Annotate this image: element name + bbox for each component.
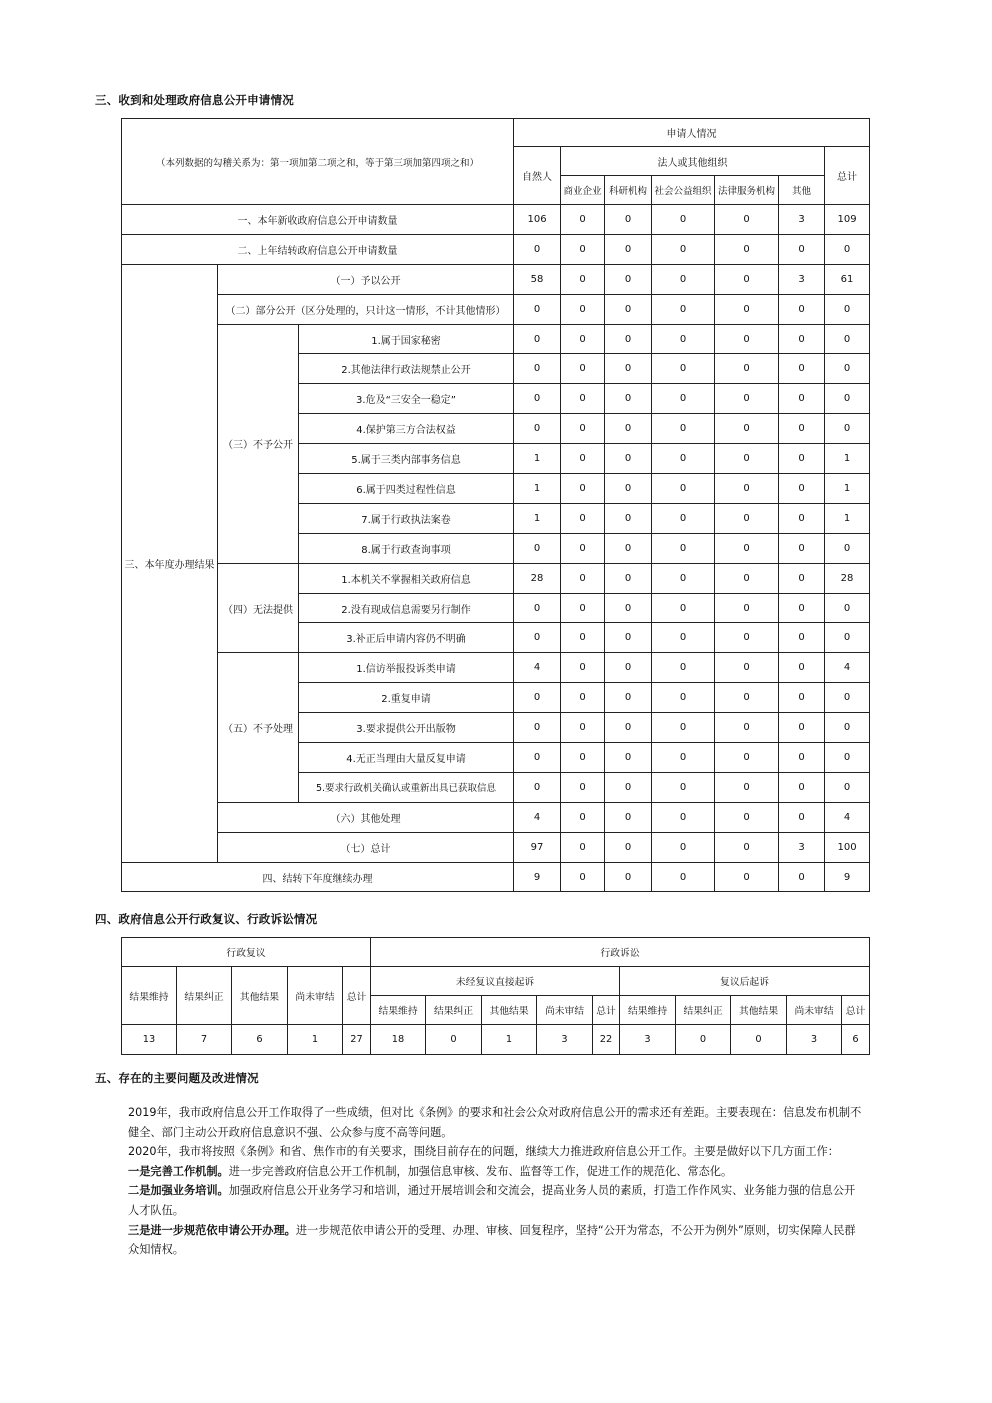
cell: 4 <box>825 653 870 683</box>
cell: 0 <box>715 772 779 802</box>
cell: 3 <box>787 1025 842 1055</box>
cell: 0 <box>715 623 779 653</box>
row-label: 8.属于行政查询事项 <box>299 533 514 563</box>
cell: 0 <box>715 713 779 743</box>
litigation-header: 行政诉讼 <box>371 938 870 967</box>
after-sub-header: 结果纠正 <box>676 996 731 1025</box>
table-row <box>122 324 870 354</box>
direct-sub-header: 其他结果 <box>482 996 537 1025</box>
cell: 0 <box>561 683 605 713</box>
cell: 0 <box>715 205 779 235</box>
review-litigation-table <box>121 937 870 1055</box>
cell: 0 <box>514 234 561 264</box>
cell: 0 <box>561 354 605 384</box>
row-label: 2.其他法律行政法规禁止公开 <box>299 354 514 384</box>
cell: 0 <box>652 474 715 504</box>
cell: 0 <box>779 593 825 623</box>
cell: 0 <box>715 354 779 384</box>
cell: 27 <box>343 1025 371 1055</box>
cell: 0 <box>731 1025 787 1055</box>
cell: 3 <box>779 205 825 235</box>
cell: 0 <box>715 743 779 773</box>
col-nonprofit: 社会公益组织 <box>652 176 715 205</box>
row-label: （六）其他处理 <box>218 802 514 832</box>
cell: 3 <box>620 1025 676 1055</box>
table-row <box>122 653 870 683</box>
direct-sub-header: 结果维持 <box>371 996 426 1025</box>
cell: 0 <box>652 384 715 414</box>
table-note: （本列数据的勾稽关系为：第一项加第二项之和，等于第三项加第四项之和） <box>122 119 514 205</box>
cell: 0 <box>605 713 652 743</box>
cell: 0 <box>561 623 605 653</box>
cell: 0 <box>561 234 605 264</box>
row-label: 1.本机关不掌握相关政府信息 <box>299 563 514 593</box>
cell: 0 <box>779 474 825 504</box>
row-label: 2.没有现成信息需要另行制作 <box>299 593 514 623</box>
paragraph <box>128 1162 866 1182</box>
cell: 0 <box>514 713 561 743</box>
total-header: 总计 <box>825 147 870 205</box>
cell: 0 <box>561 593 605 623</box>
paragraph-lead: 一是完善工作机制。 <box>128 1164 229 1178</box>
cell: 1 <box>482 1025 537 1055</box>
cell: 0 <box>514 623 561 653</box>
cell: 0 <box>825 384 870 414</box>
col-research: 科研机构 <box>605 176 652 205</box>
cell: 0 <box>605 324 652 354</box>
cell: 1 <box>825 503 870 533</box>
cell: 0 <box>779 354 825 384</box>
cell: 0 <box>652 533 715 563</box>
cell: 0 <box>715 533 779 563</box>
cell: 0 <box>561 713 605 743</box>
after-sub-header: 其他结果 <box>731 996 787 1025</box>
cell: 0 <box>561 533 605 563</box>
table-row <box>122 205 870 235</box>
cell: 0 <box>779 862 825 892</box>
cell: 1 <box>825 474 870 504</box>
row-label: 4.保护第三方合法权益 <box>299 414 514 444</box>
cell: 0 <box>561 324 605 354</box>
review-sub-header: 结果维持 <box>122 967 177 1025</box>
cell: 0 <box>715 294 779 324</box>
col-other: 其他 <box>779 176 825 205</box>
row-label: （二）部分公开（区分处理的，只计这一情形，不计其他情形） <box>218 294 514 324</box>
table-row <box>122 802 870 832</box>
cell: 0 <box>561 414 605 444</box>
col-legal-service: 法律服务机构 <box>715 176 779 205</box>
not-disclose-label: （三）不予公开 <box>218 324 299 563</box>
cell: 0 <box>514 743 561 773</box>
row-label: 3.要求提供公开出版物 <box>299 713 514 743</box>
cell: 0 <box>561 264 605 294</box>
after-sub-header: 尚未审结 <box>787 996 842 1025</box>
cell: 0 <box>825 354 870 384</box>
cell: 0 <box>715 264 779 294</box>
cell: 0 <box>605 563 652 593</box>
cell: 0 <box>514 294 561 324</box>
cell: 0 <box>779 772 825 802</box>
cell: 106 <box>514 205 561 235</box>
group3-label: 三、本年度办理结果 <box>122 264 218 862</box>
cell: 0 <box>652 683 715 713</box>
cell: 13 <box>122 1025 177 1055</box>
cell: 0 <box>715 593 779 623</box>
paragraph <box>128 1221 866 1260</box>
cell: 22 <box>593 1025 620 1055</box>
row-label: 3.补正后申请内容仍不明确 <box>299 623 514 653</box>
table-row <box>122 264 870 294</box>
cell: 0 <box>605 862 652 892</box>
cell: 0 <box>779 414 825 444</box>
legal-person-header: 法人或其他组织 <box>561 147 825 176</box>
cell: 0 <box>825 713 870 743</box>
cell: 0 <box>652 264 715 294</box>
cell: 0 <box>605 593 652 623</box>
cell: 1 <box>288 1025 343 1055</box>
cell: 0 <box>605 354 652 384</box>
cell: 0 <box>561 653 605 683</box>
cell: 0 <box>514 324 561 354</box>
paragraph-text: 进一步规范依申请公开的受理、办理、审核、回复程序，坚持“公开为常态，不公开为例外”原则，切实保障人民群众知情权。 <box>128 1223 856 1257</box>
cell: 28 <box>825 563 870 593</box>
applicant-header: 申请人情况 <box>514 119 870 147</box>
table-row <box>122 1025 870 1055</box>
cell: 6 <box>842 1025 870 1055</box>
cell: 0 <box>514 354 561 384</box>
cell: 0 <box>561 503 605 533</box>
row-label: 6.属于四类过程性信息 <box>299 474 514 504</box>
cell: 0 <box>652 324 715 354</box>
cell: 0 <box>561 743 605 773</box>
cell: 0 <box>825 234 870 264</box>
cell: 0 <box>652 414 715 444</box>
cell: 0 <box>426 1025 482 1055</box>
cell: 0 <box>825 294 870 324</box>
review-sub-header: 总计 <box>343 967 371 1025</box>
cell: 0 <box>605 474 652 504</box>
review-sub-header: 结果纠正 <box>177 967 232 1025</box>
cell: 0 <box>779 503 825 533</box>
cell: 0 <box>652 802 715 832</box>
cell: 0 <box>652 772 715 802</box>
table-row <box>122 234 870 264</box>
cell: 4 <box>514 802 561 832</box>
cell: 6 <box>232 1025 288 1055</box>
cell: 0 <box>605 802 652 832</box>
section3-heading: 三、收到和处理政府信息公开申请情况 <box>95 93 294 107</box>
cell: 58 <box>514 264 561 294</box>
cell: 0 <box>779 653 825 683</box>
cell: 0 <box>605 743 652 773</box>
cell: 0 <box>605 264 652 294</box>
cell: 0 <box>715 324 779 354</box>
section4-heading: 四、政府信息公开行政复议、行政诉讼情况 <box>95 912 318 926</box>
cell: 0 <box>605 205 652 235</box>
cell: 0 <box>605 294 652 324</box>
cell: 0 <box>779 623 825 653</box>
cell: 3 <box>779 832 825 862</box>
cell: 9 <box>825 862 870 892</box>
cell: 0 <box>779 802 825 832</box>
cell: 0 <box>561 474 605 504</box>
cell: 0 <box>605 533 652 563</box>
cell: 0 <box>779 713 825 743</box>
row-label: 4.无正当理由大量反复申请 <box>299 743 514 773</box>
cell: 0 <box>514 772 561 802</box>
table-row <box>122 563 870 593</box>
cell: 0 <box>652 503 715 533</box>
paragraph: 2019年，我市政府信息公开工作取得了一些成绩，但对比《条例》的要求和社会公众对政府信息公开的需求还有差距。主要表现在：信息发布机制不健全、部门主动公开政府信息意识不强、公众参与度不高等问题。 <box>128 1106 862 1139</box>
row-label: 1.信访举报投诉类申请 <box>299 653 514 683</box>
col-business: 商业企业 <box>561 176 605 205</box>
cell: 0 <box>605 503 652 533</box>
cell: 0 <box>715 683 779 713</box>
cell: 1 <box>514 503 561 533</box>
cell: 0 <box>715 444 779 474</box>
cell: 0 <box>652 862 715 892</box>
cell: 0 <box>779 563 825 593</box>
cell: 0 <box>825 533 870 563</box>
cell: 109 <box>825 205 870 235</box>
review-sub-header: 其他结果 <box>232 967 288 1025</box>
cell: 0 <box>605 384 652 414</box>
row-label: 2.重复申请 <box>299 683 514 713</box>
cell: 97 <box>514 832 561 862</box>
section5-body <box>128 1103 866 1260</box>
cell: 7 <box>177 1025 232 1055</box>
cell: 0 <box>715 414 779 444</box>
cell: 0 <box>561 862 605 892</box>
cell: 0 <box>715 862 779 892</box>
review-sub-header: 尚未审结 <box>288 967 343 1025</box>
not-process-label: （五）不予处理 <box>218 653 299 802</box>
cell: 0 <box>561 832 605 862</box>
cell: 0 <box>652 623 715 653</box>
cell: 0 <box>605 414 652 444</box>
direct-sub-header: 尚未审结 <box>537 996 593 1025</box>
cell: 0 <box>779 324 825 354</box>
after-review-header: 复议后起诉 <box>620 967 870 996</box>
paragraph: 2020年，我市将按照《条例》和省、焦作市的有关要求，围绕目前存在的问题，继续大力推进政府信息公开工作。主要是做好以下几方面工作： <box>128 1145 839 1159</box>
review-header: 行政复议 <box>122 938 371 967</box>
cell: 0 <box>715 234 779 264</box>
cell: 0 <box>605 772 652 802</box>
cell: 0 <box>605 653 652 683</box>
cell: 0 <box>825 593 870 623</box>
cell: 0 <box>715 563 779 593</box>
row-label: 5.要求行政机关确认或重新出具已获取信息 <box>299 772 514 802</box>
row-label: 四、结转下年度继续办理 <box>122 862 514 892</box>
row-label: 1.属于国家秘密 <box>299 324 514 354</box>
paragraph-lead: 二是加强业务培训。 <box>128 1184 229 1198</box>
cell: 3 <box>779 264 825 294</box>
cell: 0 <box>561 205 605 235</box>
row-label: 二、上年结转政府信息公开申请数量 <box>122 234 514 264</box>
after-sub-header: 总计 <box>842 996 870 1025</box>
cell: 0 <box>779 533 825 563</box>
cell: 0 <box>779 743 825 773</box>
cell: 0 <box>652 593 715 623</box>
row-label: 5.属于三类内部事务信息 <box>299 444 514 474</box>
cell: 61 <box>825 264 870 294</box>
cell: 0 <box>514 593 561 623</box>
cell: 0 <box>825 743 870 773</box>
cell: 0 <box>825 683 870 713</box>
application-table <box>121 118 870 892</box>
section5-heading: 五、存在的主要问题及改进情况 <box>95 1071 259 1085</box>
cell: 28 <box>514 563 561 593</box>
cell: 0 <box>561 384 605 414</box>
paragraph <box>128 1181 866 1220</box>
cell: 0 <box>652 743 715 773</box>
cell: 1 <box>514 474 561 504</box>
cell: 0 <box>779 683 825 713</box>
cell: 0 <box>605 234 652 264</box>
direct-sub-header: 总计 <box>593 996 620 1025</box>
cell: 0 <box>514 683 561 713</box>
cell: 0 <box>514 533 561 563</box>
after-sub-header: 结果维持 <box>620 996 676 1025</box>
row-label: 一、本年新收政府信息公开申请数量 <box>122 205 514 235</box>
paragraph-text: 进一步完善政府信息公开工作机制，加强信息审核、发布、监督等工作，促进工作的规范化、常态化。 <box>228 1164 733 1178</box>
cell: 0 <box>652 832 715 862</box>
row-label: 3.危及“三安全一稳定” <box>299 384 514 414</box>
cell: 9 <box>514 862 561 892</box>
table-row <box>122 832 870 862</box>
direct-sub-header: 结果纠正 <box>426 996 482 1025</box>
cell: 0 <box>715 653 779 683</box>
table-row <box>122 862 870 892</box>
cell: 1 <box>514 444 561 474</box>
cell: 100 <box>825 832 870 862</box>
cell: 3 <box>537 1025 593 1055</box>
paragraph-text: 加强政府信息公开业务学习和培训，通过开展培训会和交流会，提高业务人员的素质，打造工作作风实、业务能力强的信息公开人才队伍。 <box>128 1184 856 1217</box>
cell: 0 <box>652 205 715 235</box>
cell: 18 <box>371 1025 426 1055</box>
cell: 0 <box>652 713 715 743</box>
cell: 0 <box>825 623 870 653</box>
cell: 0 <box>561 444 605 474</box>
cell: 0 <box>779 234 825 264</box>
cell: 4 <box>514 653 561 683</box>
cell: 0 <box>652 444 715 474</box>
cell: 0 <box>715 503 779 533</box>
cell: 0 <box>825 772 870 802</box>
row-label: 7.属于行政执法案卷 <box>299 503 514 533</box>
cell: 0 <box>825 324 870 354</box>
paragraph-lead: 三是进一步规范依申请公开办理。 <box>128 1223 296 1237</box>
cell: 0 <box>561 294 605 324</box>
cell: 0 <box>605 444 652 474</box>
row-label: （七）总计 <box>218 832 514 862</box>
cell: 0 <box>652 294 715 324</box>
cell: 0 <box>605 683 652 713</box>
cell: 0 <box>514 384 561 414</box>
unable-label: （四）无法提供 <box>218 563 299 653</box>
cell: 0 <box>715 384 779 414</box>
cell: 4 <box>825 802 870 832</box>
cell: 0 <box>605 623 652 653</box>
cell: 0 <box>715 832 779 862</box>
cell: 0 <box>779 294 825 324</box>
natural-person-header: 自然人 <box>514 147 561 205</box>
cell: 0 <box>779 444 825 474</box>
row-label: （一）予以公开 <box>218 264 514 294</box>
cell: 0 <box>652 234 715 264</box>
cell: 0 <box>715 802 779 832</box>
cell: 0 <box>825 414 870 444</box>
cell: 0 <box>514 414 561 444</box>
cell: 0 <box>652 653 715 683</box>
cell: 0 <box>652 563 715 593</box>
cell: 0 <box>676 1025 731 1055</box>
cell: 0 <box>561 772 605 802</box>
cell: 0 <box>779 384 825 414</box>
direct-suit-header: 未经复议直接起诉 <box>371 967 620 996</box>
cell: 0 <box>715 474 779 504</box>
cell: 0 <box>561 563 605 593</box>
cell: 0 <box>605 832 652 862</box>
cell: 0 <box>561 802 605 832</box>
cell: 1 <box>825 444 870 474</box>
table-row <box>122 294 870 324</box>
cell: 0 <box>652 354 715 384</box>
